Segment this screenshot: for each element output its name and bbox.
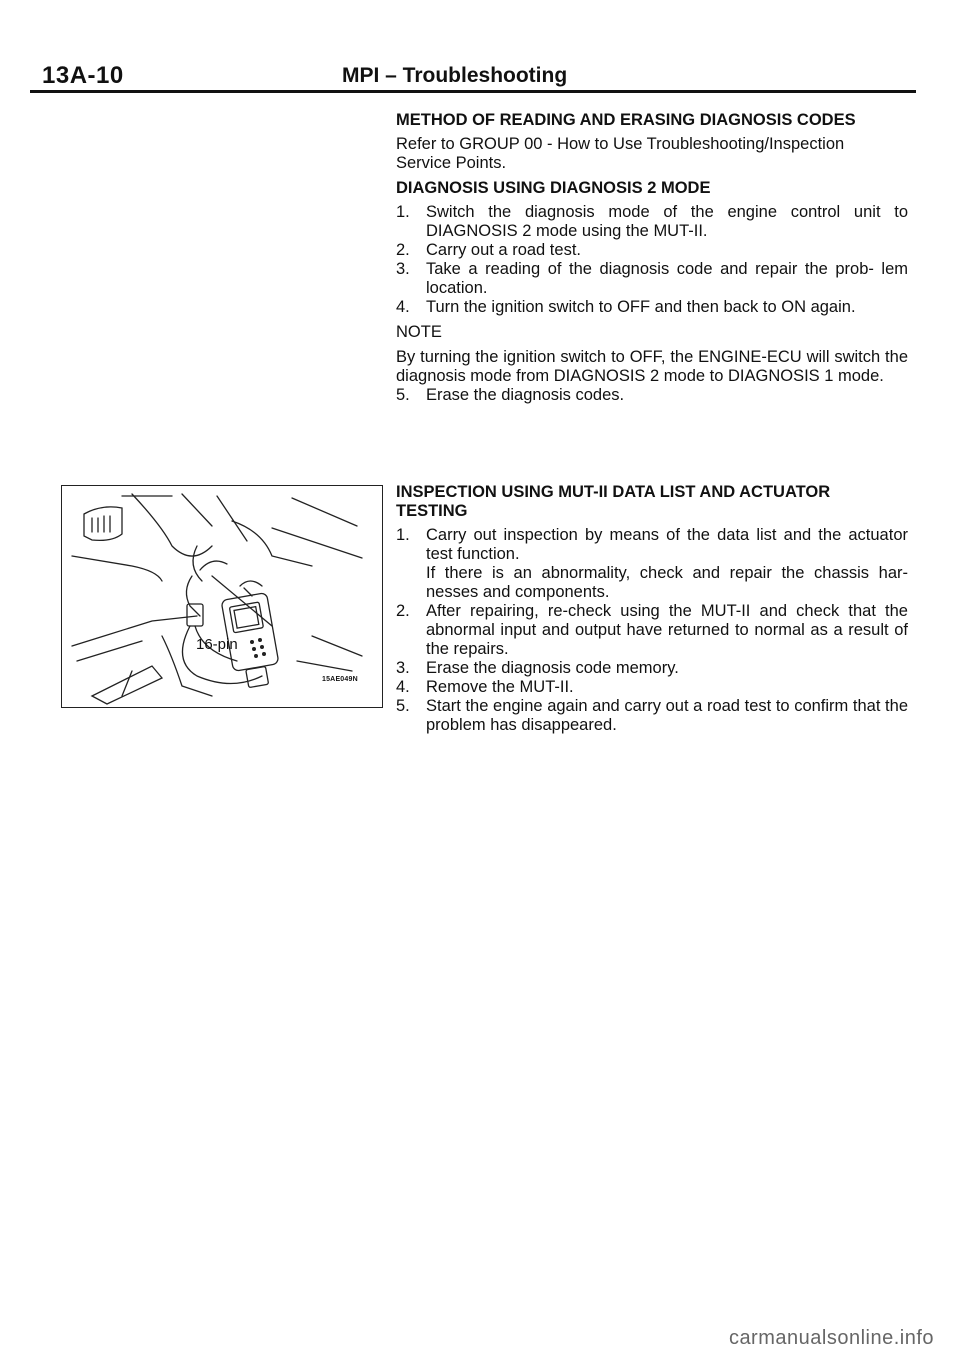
list-item: 5. Erase the diagnosis codes. <box>396 386 625 404</box>
section-heading: DIAGNOSIS USING DIAGNOSIS 2 MODE <box>396 179 711 197</box>
mut-ii-diagram <box>62 486 382 707</box>
list-item: 4. Turn the ignition switch to OFF and then back to ON again. <box>396 298 856 316</box>
section-text: Refer to GROUP 00 - How to Use Troubleshooting/Inspection Service Points. <box>396 135 845 172</box>
list-item: 1. Switch the diagnosis mode of the engine control unit to DIAGNOSIS 2 mode using the MUT-II. <box>396 203 908 240</box>
step-list <box>396 526 908 735</box>
note-text: By turning the ignition switch to OFF, the ENGINE-ECU will switch the diagnosis mode from DIAGNOSIS 2 mode to DIAGNOSIS 1 mode. <box>396 348 908 385</box>
section-inspection <box>396 483 908 735</box>
step-list <box>396 203 908 317</box>
list-item: 3. Erase the diagnosis code memory. <box>396 659 679 677</box>
section-heading: METHOD OF READING AND ERASING DIAGNOSIS CODES <box>396 111 856 129</box>
list-item: 3. Take a reading of the diagnosis code and repair the prob- lem location. <box>396 260 908 297</box>
list-item: 4. Remove the MUT-II. <box>396 678 574 696</box>
section-reading-erasing <box>396 111 908 405</box>
figure-code: 15AE049N <box>322 676 358 683</box>
header-rule <box>30 90 916 93</box>
watermark: carmanualsonline.info <box>728 1327 934 1349</box>
connector-label: 16-pin <box>196 636 238 653</box>
section-heading: INSPECTION USING MUT-II DATA LIST AND ACTUATOR TESTING <box>396 483 831 520</box>
list-item: 5. Start the engine again and carry out a road test to confirm that the problem has disappeared. <box>396 697 908 734</box>
page-header <box>30 62 910 92</box>
page-title: MPI – Troubleshooting <box>342 64 568 87</box>
connector-illustration <box>61 485 383 708</box>
list-item: 2. After repairing, re-check using the MUT-II and check that the abnormal input and output have returned to normal as a result of the repairs. <box>396 602 908 658</box>
list-item: 2. Carry out a road test. <box>396 241 581 259</box>
list-item: 1. Carry out inspection by means of the data list and the actuator test function. If there is an abnormality, check and repair the chassis har- nesses and components. <box>396 526 908 601</box>
page-number: 13A-10 <box>42 62 124 89</box>
step-list <box>396 386 908 405</box>
note-label: NOTE <box>396 323 442 341</box>
